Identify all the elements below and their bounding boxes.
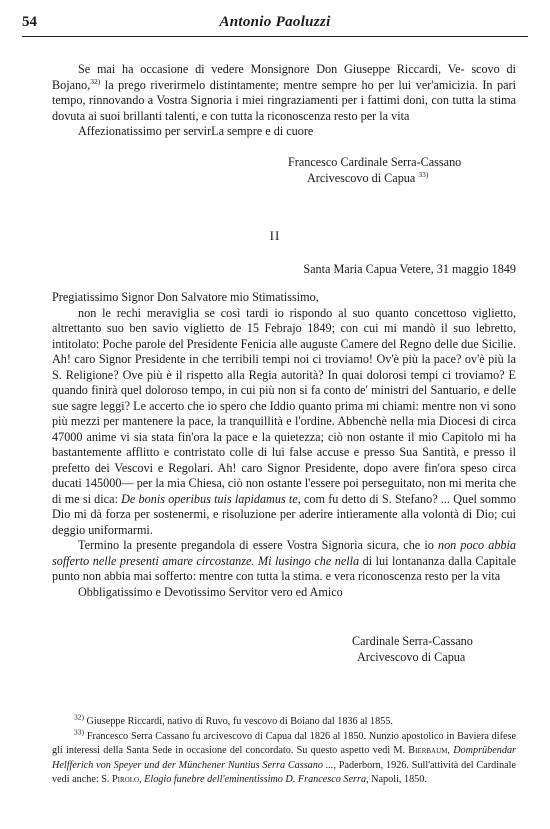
signature-title: Arcivescovo di Capua $^{33)}$	[307, 169, 429, 185]
letter2-dateline: Santa Maria Capua Vetere, 31 maggio 1849	[303, 262, 516, 276]
letter1-signature	[288, 155, 528, 186]
footnote-33: $^{33)}$ Francesco Serra Cassano fu arcivescovo di Capua dal 1826 al 1850. Nunzio apostolico in Baviera difese gli interessi della Santa Sede in occasione del concordato. Su questo aspetto vedi M. Bierbaum, Domprübendar Helfferich von Speyer und der Münchener Nuntius Serra Cassano ..., Paderborn, 1926. Sull'attività del Cardinale vedi anche: S. Pirolo, Elogio funebre dell'eminentissimo D. Francesco Serra, Napoli, 1850.	[52, 727, 517, 785]
letter2-signature	[352, 634, 473, 665]
letter2-closing-paragraph: Termino la presente pregandola di essere Vostra Signoria sicura, che io non poco abbia sofferto nelle presenti amare circostanze. Mi lusingo che nella di lui lontananza dalla Capitale punto non abbia mai sofferto: mentre con tutta la stima. e vera riconoscenza resto per la vita	[52, 538, 516, 583]
footnotes	[52, 712, 517, 788]
signature-title: Arcivescovo di Capua	[357, 649, 466, 664]
running-head: Antonio Paoluzzi	[219, 14, 331, 30]
letter2-salutation: Pregiatissimo Signor Don Salvatore mio Stimatissimo,	[52, 290, 319, 304]
page-header	[22, 14, 528, 37]
signature-name: Cardinale Serra-Cassano	[352, 634, 473, 648]
letter1-body: Se mai ha occasione di vedere Monsignore Don Giuseppe Riccardi, Ve- scovo di Bojano,$^{32)}$ la prego riverirmelo distintamente; mentre sempre ho per lui ver'amicizia. In pari tempo, rinnovando a Vostra Signoria i miei ringraziamenti per i fattimi doni, con tutta la stima dovuta ai suoi brillanti talenti, e con tutta la riconoscenza resto per la vita	[52, 62, 516, 123]
signature-name: Francesco Cardinale Serra-Cassano	[288, 155, 462, 169]
letter1-closing: Affezionatissimo per servirLa sempre e di cuore	[78, 124, 314, 138]
footnote-ref-32: 32)	[90, 76, 101, 86]
footnote-ref-33: 33)	[418, 169, 429, 179]
letter2-paragraph	[52, 290, 516, 600]
section-numeral: II	[269, 228, 281, 243]
footnote-32: $^{32)}$ Giuseppe Riccardi, nativo di Ruvo, fu vescovo di Boiano dal 1836 al 1855.	[74, 712, 393, 727]
letter2-closing: Obbligatissimo e Devotissimo Servitor vero ed Amico	[78, 584, 343, 599]
page-number: 54	[22, 14, 37, 30]
letter1-paragraph	[52, 62, 516, 140]
latin-quote: De bonis operibus tuis lapidamus te,	[121, 491, 301, 506]
letter2-body: non le rechi meraviglia se così tardi io rispondo al suo quanto concettoso viglietto, altrettanto suo ben savio viglietto de 15 Febrajo 1849; con cui mi mandò il suo lebretto, intitolato: Poche parole del Presidente Fenicia alle auguste Camere del Regno delle due Sicilie. Ah! caro Signor Presidente in che terribili tempi noi ci troviamo! Ov'è più la pace? ov'è più la S. Religione? Ove più è il rispetto alla Regia autorità? In quai dolorosi tempi ci troviamo? E quando finirà quel doloroso tempo, in cui più non si fa conto de' ministri del Santuario, e delle sue sagre leggi? Le accerto che io spero che Iddio quanto prima mi chiami: mentre non vi sono più mezzi per mantenere la pace, la tranquillità e l'ordine. Abbenchè nella mia Diocesi di circa 47000 anime vi sia stata fin'ora la pace e la quietezza; ciò non ostante il mio Capitolo mi ha bastantemente afflitto e contristato colle di lui false accuse e presso Sua Santità, e presso il prefetto dei Vescovi e Regolari. Ah! caro Signor Presidente, dopo avere fin'ora speso circa ducati 145000— per la mia Chiesa, ciò non ostante l'essere poi perseguitato, non mi merita che di me si dica: De bonis operibus tuis lapidamus te, com fu detto di S. Stefano? ... Quel sommo Dio mi dà forza per sostenermi, e risoluzione per aderire intieramente alla volontà di Dio; cui deggio uniformarmi.	[52, 305, 517, 537]
